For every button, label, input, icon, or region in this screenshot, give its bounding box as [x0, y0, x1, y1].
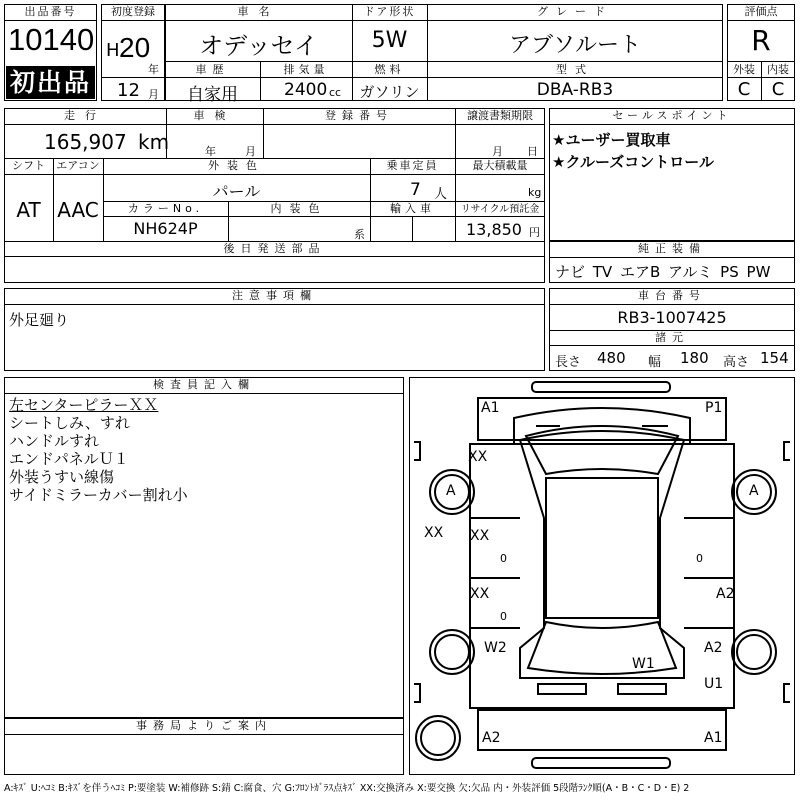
inspection-month-unit: 月	[245, 145, 256, 158]
door-label: ドア形状	[363, 5, 416, 18]
exterior-grade: C	[737, 79, 751, 100]
recycle: 13,850	[466, 220, 522, 239]
mark-xx-pillar: XX	[424, 525, 444, 541]
lot-number: 10140	[8, 22, 95, 57]
month-unit: 月	[148, 88, 159, 101]
mark-a-left: A	[446, 483, 456, 499]
mark-xx-front-left: XX	[468, 449, 488, 465]
length-label: 長さ	[555, 355, 582, 370]
int-color-label: 内装色	[270, 202, 328, 215]
fuel-label: 燃料	[374, 63, 405, 76]
load-unit: kg	[528, 186, 542, 199]
capacity-unit: 人	[434, 187, 448, 202]
chassis-number: RB3-1007425	[617, 308, 727, 327]
mark-a2-right: A2	[716, 586, 735, 602]
grade-label: グレード	[537, 5, 613, 18]
displacement: 2400	[284, 80, 328, 100]
int-color-suffix: 系	[354, 228, 365, 241]
car-diagram	[409, 377, 795, 775]
type: DBA-RB3	[536, 80, 614, 100]
history-label: 車歴	[195, 63, 230, 76]
inspection-year-unit: 年	[205, 145, 216, 158]
shift-label: シフト	[12, 159, 45, 172]
mark-zero-1: 0	[500, 552, 507, 565]
history: 自家用	[187, 85, 238, 105]
plate-label: 登録番号	[325, 109, 393, 122]
mark-p1-top: P1	[705, 400, 723, 416]
transfer-day-unit: 日	[527, 145, 538, 158]
later-parts-label: 後日発送部品	[223, 242, 326, 255]
color-no-label: カラーNo.	[127, 202, 204, 215]
capacity: 7	[410, 180, 421, 200]
color-no: NH624P	[133, 219, 198, 238]
mark-w2-left: W2	[484, 640, 507, 656]
interior-label: 内装	[767, 63, 789, 76]
score: R	[751, 24, 771, 57]
mark-u1-right: U1	[704, 676, 724, 692]
office-label: 事務局よりご案内	[136, 719, 272, 732]
chassis-label: 車台番号	[638, 289, 706, 302]
mark-a2-right-wheel: A2	[704, 640, 723, 656]
mark-zero-2: 0	[500, 610, 507, 623]
sales-point-2: ★クルーズコントロール	[552, 153, 714, 171]
car-diagram-svg	[410, 378, 794, 774]
first-listing-text: 初出品	[9, 68, 91, 97]
year-unit: 年	[148, 63, 159, 76]
mark-xx-left-door-2: XX	[470, 586, 490, 602]
sales-point-1: ★ユーザー買取車	[552, 131, 671, 149]
mark-a-right: A	[749, 483, 759, 499]
fuel: ガソリン	[359, 83, 420, 101]
mark-xx-left-door-1: XX	[470, 528, 490, 544]
first-reg-label: 初度登録	[111, 5, 155, 18]
capacity-label: 乗車定員	[386, 159, 439, 172]
inspector-line-2: シートしみ、すれ	[9, 414, 130, 432]
lot-label: 出品番号	[24, 5, 77, 18]
transfer-month-unit: 月	[492, 145, 503, 158]
mark-a2-bottom: A2	[482, 730, 501, 746]
shift: AT	[16, 198, 41, 222]
era: H	[106, 40, 120, 61]
inspector-line-5: 外装うすい線傷	[9, 468, 115, 486]
grade: アブソルート	[508, 33, 641, 58]
recycle-label: リサイクル預託金	[460, 204, 540, 215]
interior-grade: C	[771, 79, 785, 100]
import-label: 輸入車	[390, 202, 435, 215]
width: 180	[680, 349, 709, 367]
height: 154	[760, 349, 789, 367]
notes-text: 外足廻り	[9, 311, 70, 329]
mileage-label: 走行	[64, 109, 106, 122]
inspector-line-4: エンドパネルＵ１	[9, 450, 129, 468]
exterior-label: 外装	[733, 63, 755, 76]
legend: A:ｷｽﾞ U:ﾍｺﾐ B:ｷｽﾞを伴うﾍｺﾐ P:要塗装 W:補修跡 S:錆 C:腐食、穴 G:ﾌﾛﾝﾄｶﾞﾗｽ点ｷｽﾞ XX:交換済み X:要交換 欠:欠品 内・外装評価 5段階ﾗﾝｸ順(A・B・C・D・E) 2	[4, 783, 690, 794]
equipment-label: 純正装備	[638, 242, 706, 255]
height-label: 高さ	[723, 355, 750, 370]
sales-label: セールスポイント	[612, 109, 732, 122]
ext-color: パール	[212, 182, 261, 201]
door: 5W	[371, 28, 408, 53]
inspector-line-1: 左センターピラーＸＸ	[9, 396, 159, 414]
mark-w1-roof: W1	[632, 656, 655, 672]
load-label: 最大積載量	[472, 159, 528, 172]
inspector-label: 検査員記入欄	[153, 378, 255, 391]
mileage: 165,907	[44, 130, 127, 154]
model-label: 車名	[237, 5, 280, 18]
inspector-line-3: ハンドルすれ	[9, 432, 100, 450]
recycle-unit: 円	[529, 226, 540, 239]
month: 12	[117, 80, 140, 101]
year: 20	[119, 32, 151, 63]
notes-label: 注意事項欄	[232, 289, 317, 302]
displacement-label: 排気量	[283, 63, 329, 76]
mileage-unit: km	[138, 130, 170, 154]
length: 480	[597, 349, 626, 367]
width-label: 幅	[648, 355, 662, 370]
transfer-label: 譲渡書類期限	[467, 109, 533, 122]
inspection-label: 車検	[193, 109, 236, 122]
ext-color-label: 外装色	[208, 159, 265, 172]
ac: AAC	[57, 198, 99, 222]
mark-zero-3: 0	[696, 552, 703, 565]
dims-label: 諸元	[655, 331, 689, 344]
sales-box	[549, 108, 795, 241]
type-label: 型式	[556, 63, 594, 76]
displacement-unit: cc	[329, 86, 342, 99]
ac-label: エアコン	[56, 159, 100, 172]
inspector-line-6: サイドミラーカバー割れ小	[9, 486, 188, 504]
mark-a1-top: A1	[481, 400, 500, 416]
score-label: 評価点	[744, 5, 778, 18]
model: オデッセイ	[199, 32, 318, 60]
mark-a1-bottom: A1	[704, 730, 723, 746]
equipment-items: ナビ TV エアB アルミ PS PW	[555, 263, 771, 281]
